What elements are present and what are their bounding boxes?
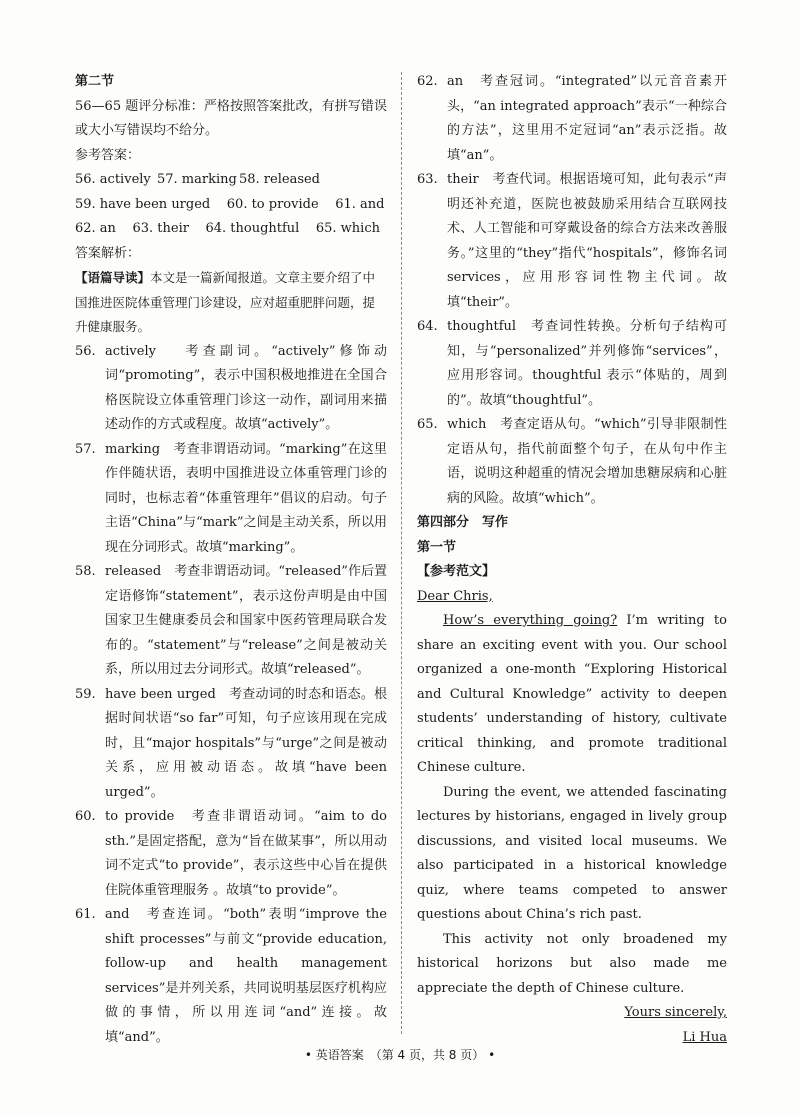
passage-intro <box>75 266 387 340</box>
part4-title: 第四部分 写作 <box>417 515 509 530</box>
answer-60: 60. to provide <box>226 196 319 212</box>
item-text: thoughtful 考查词性转换。分析句子结构可知，与“personalized”并列修饰“services”，应用形容词。thoughtful 表示“体贴的，周到的”。故填“thoughtful”。 <box>447 319 727 408</box>
answer-58: 58. released <box>239 172 321 187</box>
item-text: marking 考查非谓语动词。“marking”在这里作伴随状语，表明中国推进设立体重管理门诊的同时，也标志着“体重管理年”倡议的启动。句子主语“China”与“mark”之间是主动关系，所以用现在分词形式。故填“marking”。 <box>105 441 387 555</box>
passage-intro-tag: 【语篇导读】 <box>75 270 151 285</box>
item-text: actively 考查副词。“actively”修饰动词“promoting”，表示中国积极地推进在全国合格医院设立体重管理门诊这一动作，副词用来描述动作的方式或程度。故填“actively”。 <box>105 343 387 432</box>
answers-row-1 <box>75 168 387 193</box>
section-title: 第二节 <box>75 74 115 89</box>
item-number: 57. <box>75 441 96 457</box>
explanation-58 <box>75 560 387 683</box>
answer-64: 64. thoughtful <box>205 221 300 236</box>
answers-row-3 <box>75 217 387 242</box>
item-text: to provide 考查非谓语动词。“aim to do sth.”是固定搭配，意为“旨在做某事”，所以用动词不定式“to provide”，表示这些中心旨在提供住院体重管理服务 。故填“to provide”。 <box>105 809 387 898</box>
answer-62: 62. an <box>75 221 116 236</box>
page-footer: • 英语答案 （第 4 页，共 8 页） • <box>304 1048 496 1062</box>
letter-paragraph-2: During the event, we attended fascinating lectures by historians, engaged in lively group discussions, and visited local museums. We also participated in a historical knowledge quiz, where teams competed to answer questions about China’s rich past. <box>417 784 727 922</box>
letter-closing <box>417 1001 727 1026</box>
letter-closing-text: Yours sincerely, <box>624 1005 727 1020</box>
letter-signature-text: Li Hua <box>682 1029 727 1045</box>
item-number: 64. <box>417 319 438 334</box>
answer-57: 57. marking <box>157 172 237 187</box>
sample-essay-label: 【参考范文】 <box>417 564 496 579</box>
analysis-label: 答案解析： <box>75 245 141 261</box>
item-text: released 考查非谓语动词。“released”作后置定语修饰“statement”，表示这份声明是由中国国家卫生健康委员会和国家中医药管理局联合发布的。“statement”与“release”之间是被动关系，所以用过去分词形式。故填“released”。 <box>105 564 387 677</box>
item-number: 63. <box>417 172 438 187</box>
letter-paragraph-3: This activity not only broadened my historical horizons but also made me appreciate the depth of Chinese culture. <box>417 931 727 996</box>
scoring-standard: 56—65 题评分标准：严格按照答案批改，有拼写错误或大小写错误均不给分。 <box>75 98 387 138</box>
letter-paragraph-1-text: I’m writing to share an exciting event with you. Our school organized a one-month “Exploring Historical and Cultural Knowledge” activity to deepen students’ understanding of history, cultivate critical thinking, and promote traditional Chinese culture. <box>417 613 727 775</box>
letter-salutation: Dear Chris, <box>417 588 493 604</box>
explanation-56 <box>75 340 387 438</box>
answer-59: 59. have been urged <box>75 196 211 212</box>
item-number: 65. <box>417 417 438 432</box>
item-number: 58. <box>75 564 96 579</box>
answers-row-2 <box>75 193 387 218</box>
item-text: which 考查定语从句。“which”引导非限制性定语从句，指代前面整个句子，在从句中作主语，说明这种超重的情况会增加患糖尿病和心脏病的风险。故填“which”。 <box>447 417 727 506</box>
sample-letter <box>417 585 727 1051</box>
item-text: have been urged 考查动词的时态和语态。根据时间状语“so far”可知，句子应该用现在完成时，且“major hospitals”与“urge”之间是被动关系，应用被动语态。故填“have been urged”。 <box>105 686 387 800</box>
right-column <box>417 70 727 1050</box>
item-text: an 考查冠词。“integrated”以元音音素开头，“an integrated approach”表示“一种综合的方法”，这里用不定冠词“an”表示泛指。故填“an”。 <box>447 74 727 163</box>
answer-61: 61. and <box>335 196 385 212</box>
answer-56: 56. actively <box>75 172 151 187</box>
passage-intro-text: 本文是一篇新闻报道。文章主要介绍了中国推进医院体重管理门诊建设，应对超重肥胖问题，提升健康服务。 <box>75 270 376 334</box>
item-number: 61. <box>75 907 96 922</box>
explanation-61 <box>75 903 387 1050</box>
item-number: 62. <box>417 74 438 89</box>
explanation-65 <box>417 413 727 511</box>
section1-title: 第一节 <box>417 539 457 555</box>
explanation-62 <box>417 70 727 168</box>
item-number: 60. <box>75 809 96 824</box>
letter-paragraph-1 <box>417 609 727 781</box>
explanation-57 <box>75 438 387 561</box>
answer-65: 65. which <box>315 221 380 236</box>
explanation-59 <box>75 683 387 806</box>
item-number: 59. <box>75 686 96 702</box>
explanation-60 <box>75 805 387 903</box>
explanation-63 <box>417 168 727 315</box>
letter-opening-underlined: How’s everything going? <box>443 613 618 628</box>
answer-63: 63. their <box>132 221 189 236</box>
item-text: their 考查代词。根据语境可知，此句表示“声明还补充道，医院也被鼓励采用结合互联网技术、人工智能和可穿戴设备的综合方法来改善服务。”这里的“they”指代“hospitals”，修饰名词 services，应用形容词性物主代词。故填“their”。 <box>447 172 727 310</box>
item-text: and 考查连词。“both”表明“improve the shift processes”与前文“provide education, follow-up and health management services”是并列关系，共同说明基层医疗机构应做的事情，所以用连词“and”连接。故填“and”。 <box>105 907 387 1045</box>
item-number: 56. <box>75 343 96 359</box>
explanation-64 <box>417 315 727 413</box>
reference-answer-label: 参考答案： <box>75 147 141 163</box>
column-divider <box>401 72 402 1034</box>
left-column <box>75 70 387 1050</box>
